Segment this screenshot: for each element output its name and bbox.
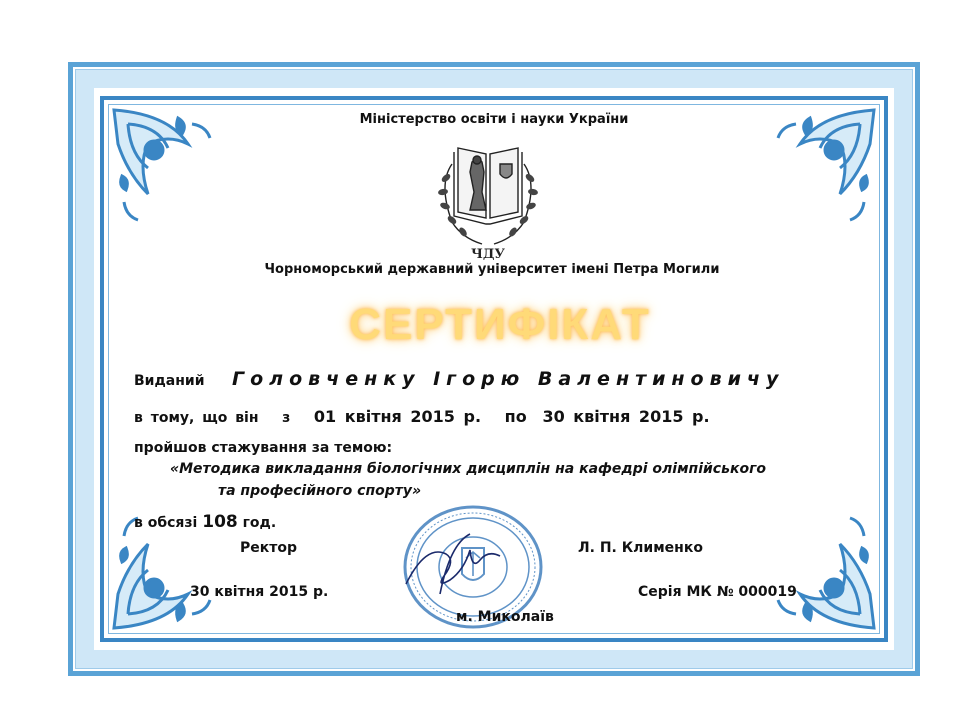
emblem-text: ЧДУ — [471, 247, 505, 262]
hours-suffix: год. — [242, 515, 277, 531]
corner-ornament-icon — [760, 504, 880, 634]
university-emblem-icon — [418, 134, 558, 262]
internship-label: пройшов стажування за темою: — [134, 440, 393, 456]
period-line — [134, 407, 710, 426]
hours-value: 108 — [202, 512, 238, 532]
issue-date: 30 квітня 2015 р. — [190, 584, 329, 600]
hours-prefix: в обсязі — [134, 515, 198, 531]
period-to-date: 30 квітня 2015 р. — [542, 407, 710, 426]
issued-label: Виданий — [134, 373, 205, 389]
hours-line — [134, 512, 276, 532]
topic-line-2: та професійного спорту» — [218, 483, 422, 499]
university-name: Чорноморський державний університет імені Петра Могили — [264, 262, 720, 277]
series-number: Серія МК № 000019 — [638, 584, 797, 600]
recipient-name: Головченку Ігорю Валентиновичу — [232, 368, 785, 390]
period-to-word: по — [504, 407, 527, 426]
period-prefix: в тому, що він — [134, 410, 259, 426]
rector-name: Л. П. Клименко — [578, 540, 703, 556]
topic-line-1: «Методика викладання біологічних дисциплін на кафедрі олімпійського — [170, 461, 767, 477]
city: м. Миколаїв — [456, 609, 554, 625]
certificate-title: СЕРТИФІКАТ — [349, 300, 651, 349]
period-from-word: з — [282, 410, 291, 426]
ministry-name: Міністерство освіти і науки України — [359, 112, 629, 127]
period-from-date: 01 квітня 2015 р. — [313, 407, 482, 426]
signature-icon — [400, 524, 510, 604]
rector-label: Ректор — [240, 540, 298, 556]
